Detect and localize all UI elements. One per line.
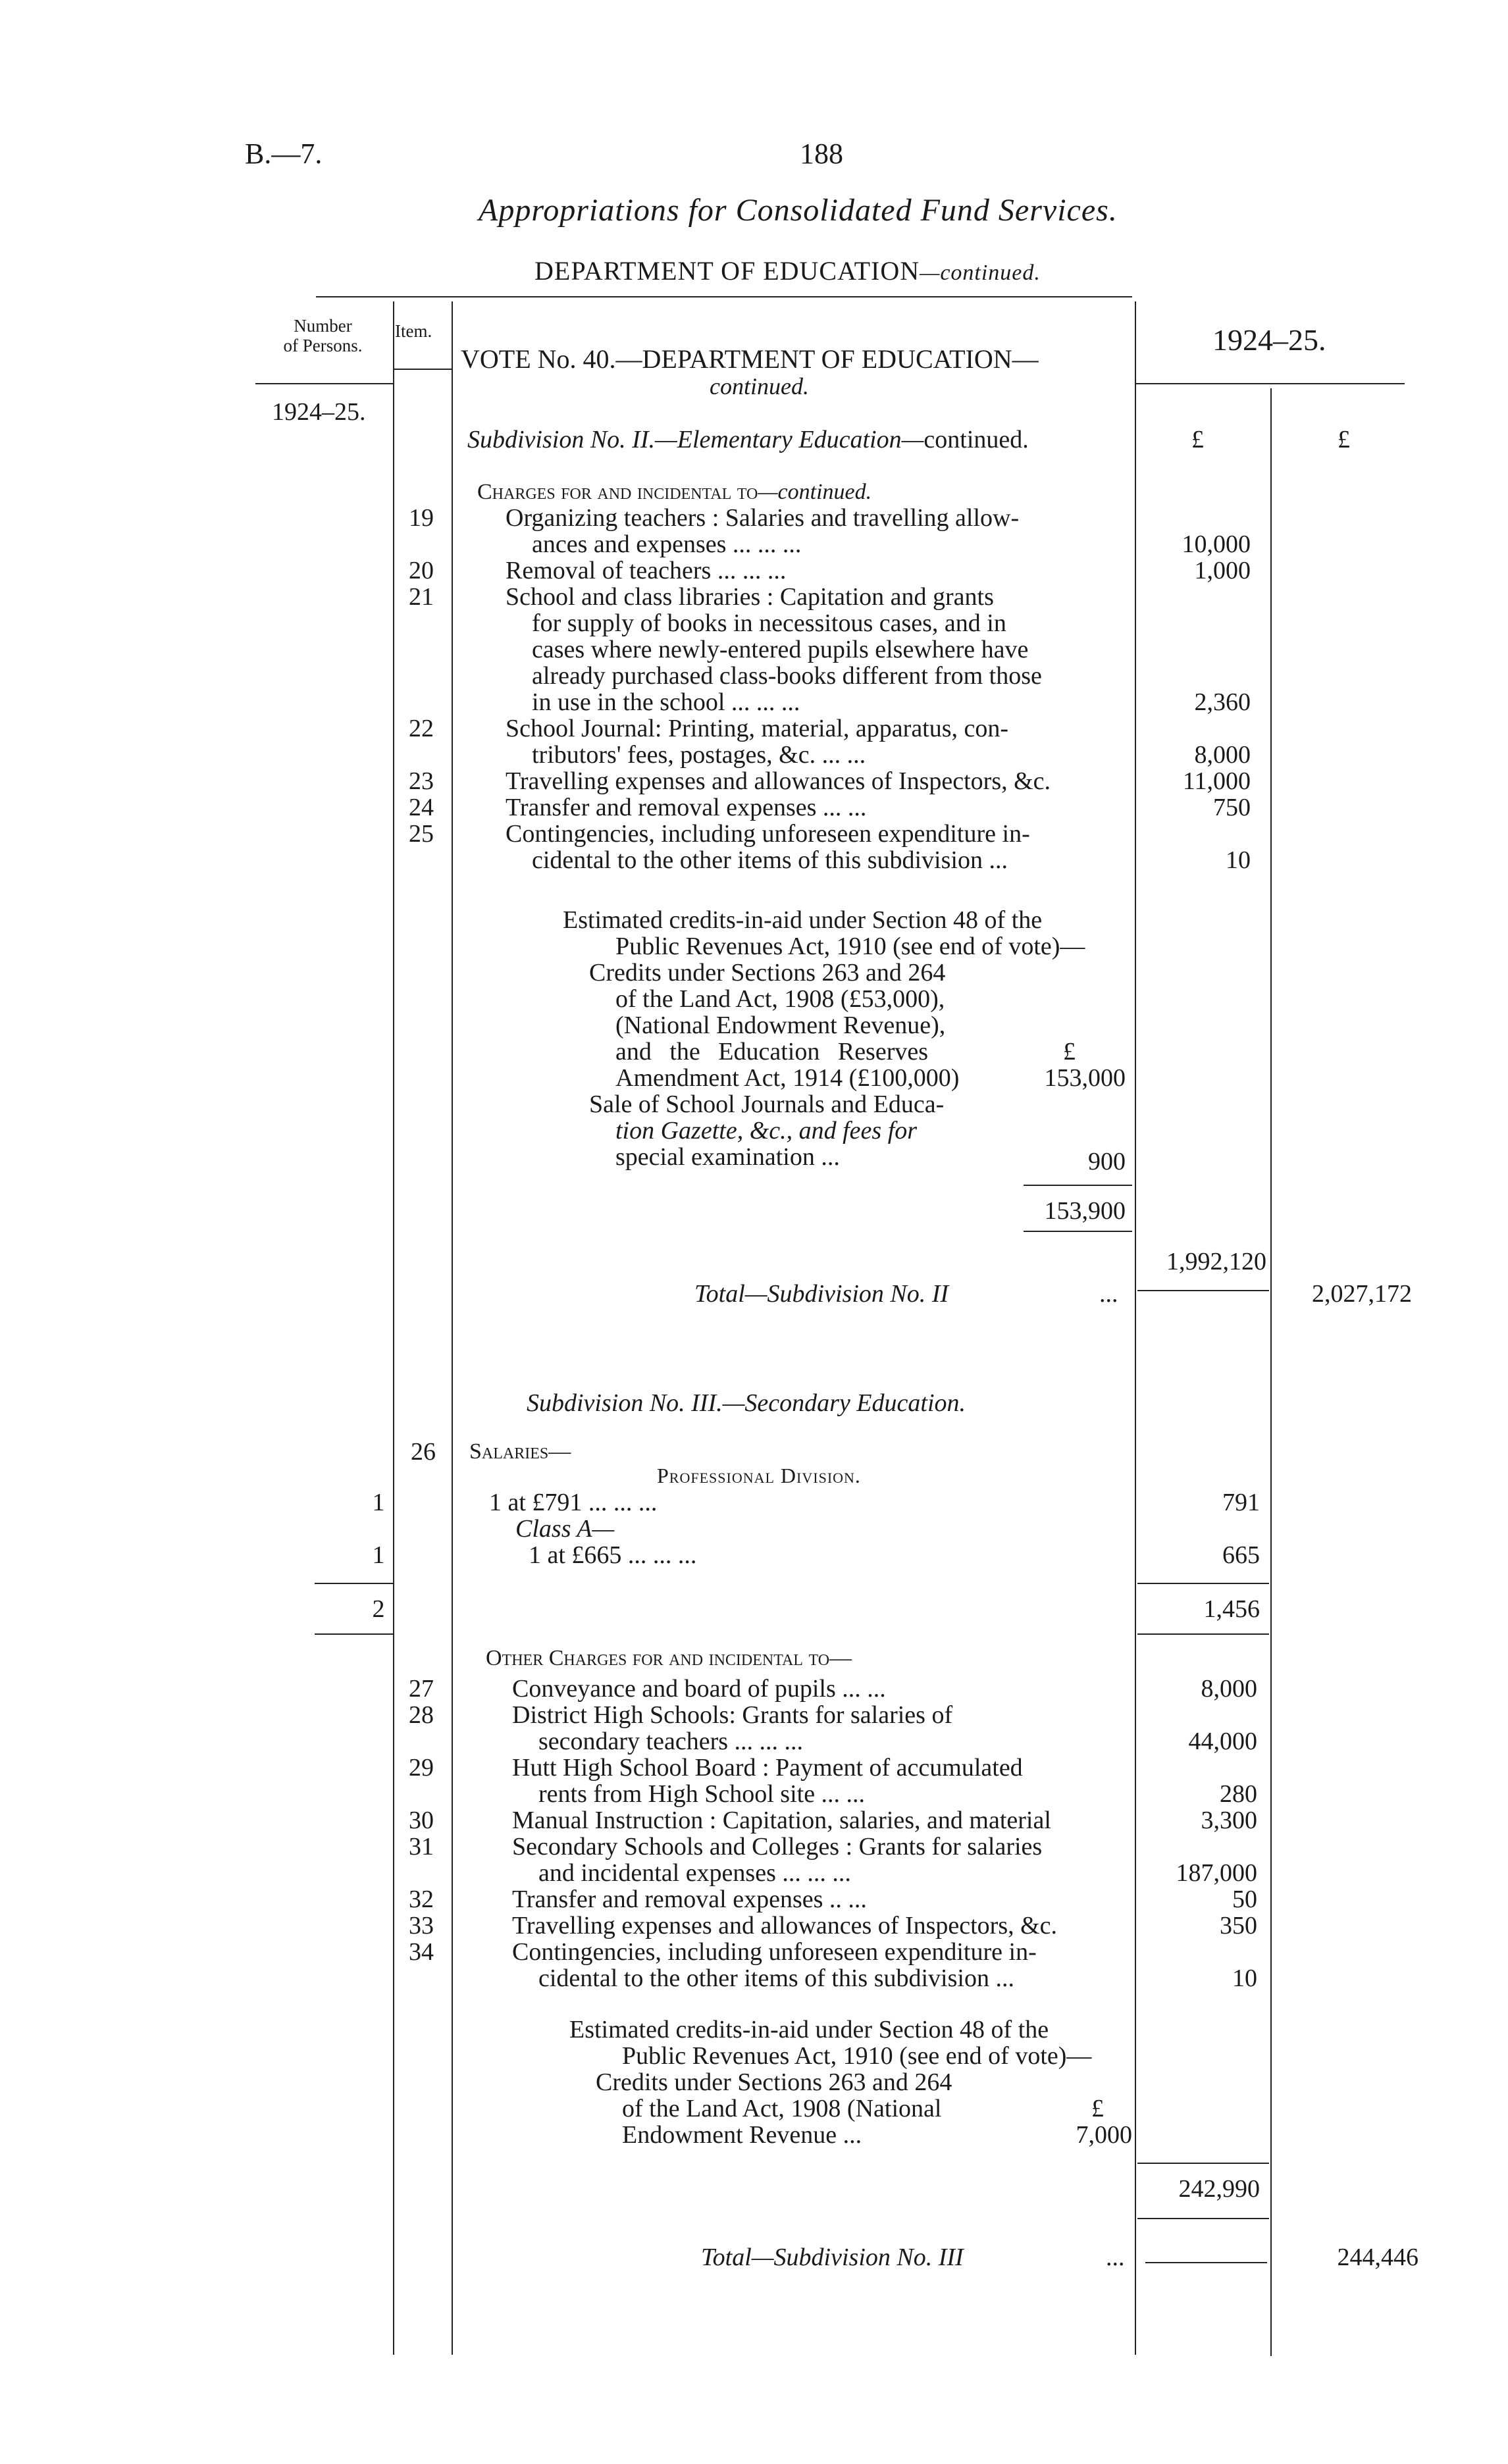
col-header-persons: Number of Persons. — [283, 316, 363, 355]
list-item: and incidental expenses ... ... ... 187,000 — [538, 1859, 1257, 1887]
list-item: 22 School Journal: Printing, material, apparatus, con- — [409, 715, 1009, 742]
year-under-rule — [1135, 383, 1405, 384]
sub3-heading: Subdivision No. III.—Secondary Education. — [527, 1389, 966, 1417]
sub3-subtotal-rule-top — [1137, 2163, 1269, 2164]
sub2-credit-line-6: and the Education Reserves — [615, 1038, 929, 1065]
sub3-credit-line-5: Endowment Revenue ... — [622, 2121, 862, 2149]
sub3-persons-rule-bottom — [315, 1633, 394, 1635]
sub2-heading: Subdivision No. II.—Elementary Education—continued. — [467, 426, 1029, 453]
page-ref: B.—7. — [245, 138, 323, 170]
sub2-lines — [395, 505, 1264, 873]
list-item: cidental to the other items of this subdivision ... 10 — [532, 846, 1251, 874]
sub2-credit-amount-1: 153,000 — [1044, 1064, 1126, 1092]
sub3-persons-2: 1 — [372, 1541, 385, 1569]
sub3-other-charges-heading: Other Charges for and incidental to— — [486, 1646, 852, 1670]
col-header-year: 1924–25. — [1212, 323, 1326, 357]
list-item: in use in the school ... ... ... 2,360 — [532, 688, 1251, 716]
list-item: already purchased class-books different from those — [532, 662, 1042, 690]
vote-title-continued: continued. — [710, 373, 809, 399]
list-item: 30 Manual Instruction : Capitation, salaries, and material 3,300 — [409, 1807, 1257, 1834]
list-item: 27 Conveyance and board of pupils ... ... 8,000 — [409, 1675, 1257, 1703]
list-item: tributors' fees, postages, &c. ... ... 8,000 — [532, 741, 1251, 769]
sub2-credit-line-2: Public Revenues Act, 1910 (see end of vote)— — [615, 933, 1085, 960]
sub2-credit-line-4: of the Land Act, 1908 (£53,000), — [615, 985, 945, 1013]
page-title: Appropriations for Consolidated Fund Services. — [479, 193, 1118, 228]
sub3-row-1: 1 at £791 ... ... ... — [489, 1489, 658, 1516]
sub2-charges-heading: Charges for and incidental to—continued. — [477, 480, 872, 504]
list-item: cidental to the other items of this subdivision ... 10 — [538, 1964, 1257, 1992]
sub3-credit-line-1: Estimated credits-in-aid under Section 48 of the — [569, 2016, 1049, 2043]
sub2-total-dots: ... — [1099, 1280, 1118, 1308]
sub3-row-2: Class A— — [515, 1515, 615, 1543]
sub2-credit-amount-2: 900 — [1088, 1148, 1126, 1175]
list-item: 34 Contingencies, including unforeseen expenditure in- — [409, 1938, 1037, 1966]
persons-year: 1924–25. — [272, 398, 366, 426]
sub3-credit-line-3: Credits under Sections 263 and 264 — [596, 2068, 952, 2096]
vote-title: VOTE No. 40.—DEPARTMENT OF EDUCATION— — [461, 344, 1039, 374]
page-number: 188 — [800, 138, 843, 170]
list-item: 28 District High Schools: Grants for salaries of — [409, 1701, 953, 1729]
sub2-credit-line-7: Amendment Act, 1914 (£100,000) — [615, 1064, 960, 1092]
sub2-credit-pound: £ — [1063, 1038, 1076, 1065]
list-item: 31 Secondary Schools and Colleges : Grants for salaries — [409, 1833, 1043, 1861]
list-item: rents from High School site ... ... 280 — [538, 1780, 1257, 1808]
sub3-persons-rule-top — [315, 1583, 394, 1584]
list-item: 25 Contingencies, including unforeseen expenditure in- — [409, 820, 1030, 848]
list-item: 23 Travelling expenses and allowances of Inspectors, &c. 11,000 — [409, 767, 1251, 795]
list-item: 21 School and class libraries : Capitation and grants — [409, 583, 994, 611]
list-item: 24 Transfer and removal expenses ... ... 750 — [409, 794, 1251, 821]
sub3-total-rule — [1145, 2262, 1267, 2263]
pound-sign-col2: £ — [1338, 426, 1350, 453]
list-item: secondary teachers ... ... ... 44,000 — [538, 1728, 1257, 1755]
sub3-total-label: Total—Subdivision No. III — [701, 2244, 964, 2271]
sub3-subtotal: 242,990 — [1178, 2175, 1260, 2203]
sub3-subtotal-rule-bottom — [1137, 2218, 1269, 2219]
pound-sign-col1: £ — [1191, 426, 1204, 453]
sub2-credit-rule — [1024, 1185, 1132, 1186]
sub3-persons-1: 1 — [372, 1489, 385, 1516]
sub3-total-dots: ... — [1106, 2244, 1125, 2271]
sub3-salaries-label: Salaries— — [469, 1439, 571, 1464]
sub2-subtotal: 1,992,120 — [1166, 1248, 1266, 1275]
sub2-credit-line-1: Estimated credits-in-aid under Section 48 of the — [563, 906, 1043, 934]
list-item: ances and expenses ... ... ... 10,000 — [532, 530, 1251, 558]
sub3-credit-line-4: of the Land Act, 1908 (National — [622, 2095, 942, 2122]
list-item: 20 Removal of teachers ... ... ... 1,000 — [409, 557, 1251, 584]
list-item: for supply of books in necessitous cases, and in — [532, 609, 1006, 637]
sub2-credit-line-3: Credits under Sections 263 and 264 — [589, 959, 946, 987]
sub2-credit-line-9: tion Gazette, &c., and fees for — [615, 1117, 918, 1144]
table-top-rule — [316, 296, 1132, 297]
sub2-total-amount: 2,027,172 — [1312, 1280, 1412, 1308]
sub3-salaries-item: 26 — [411, 1438, 436, 1466]
list-item: cases where newly-entered pupils elsewhere have — [532, 636, 1029, 663]
sub2-total-label: Total—Subdivision No. II — [694, 1280, 949, 1308]
sub3-amount-1: 791 — [1222, 1489, 1260, 1516]
sub2-subtotal-rule — [1137, 1290, 1269, 1291]
persons-header-rule — [255, 383, 394, 384]
sub2-credit-total-rule — [1024, 1231, 1132, 1232]
sub3-lines — [395, 1676, 1264, 1991]
sub3-credit-line-2: Public Revenues Act, 1910 (see end of vote)— — [622, 2042, 1092, 2070]
list-item: 29 Hutt High School Board : Payment of accumulated — [409, 1754, 1023, 1782]
sub3-professional-division: Professional Division. — [657, 1464, 861, 1487]
col-rule-persons — [393, 301, 394, 2355]
sub3-salaries-rule-bottom — [1137, 1633, 1269, 1635]
sub3-amount-3: 665 — [1222, 1541, 1260, 1569]
list-item: 19 Organizing teachers : Salaries and travelling allow- — [409, 504, 1020, 532]
item-header-rule — [393, 369, 452, 370]
sub2-credit-line-8: Sale of School Journals and Educa- — [589, 1091, 945, 1118]
sub3-credit-pound: £ — [1091, 2095, 1104, 2122]
col-rule-amount — [1270, 388, 1272, 2356]
sub2-credit-line-10: special examination ... — [615, 1143, 840, 1171]
col-header-item: Item. — [395, 321, 432, 341]
list-item: 32 Transfer and removal expenses .. ... 50 — [409, 1886, 1257, 1913]
sub3-credit-amount: 7,000 — [1076, 2121, 1132, 2149]
list-item: 33 Travelling expenses and allowances of Inspectors, &c. 350 — [409, 1912, 1257, 1939]
sub3-salaries-total: 1,456 — [1203, 1595, 1260, 1623]
sub3-persons-total: 2 — [372, 1595, 385, 1623]
sub3-total-amount: 244,446 — [1337, 2244, 1418, 2271]
department-heading: DEPARTMENT OF EDUCATION—continued. — [534, 256, 1041, 286]
sub2-credit-total: 153,900 — [1044, 1197, 1126, 1225]
sub2-credit-line-5: (National Endowment Revenue), — [615, 1012, 946, 1039]
sub3-salaries-rule-top — [1137, 1583, 1269, 1584]
sub3-row-3: 1 at £665 ... ... ... — [529, 1541, 697, 1569]
